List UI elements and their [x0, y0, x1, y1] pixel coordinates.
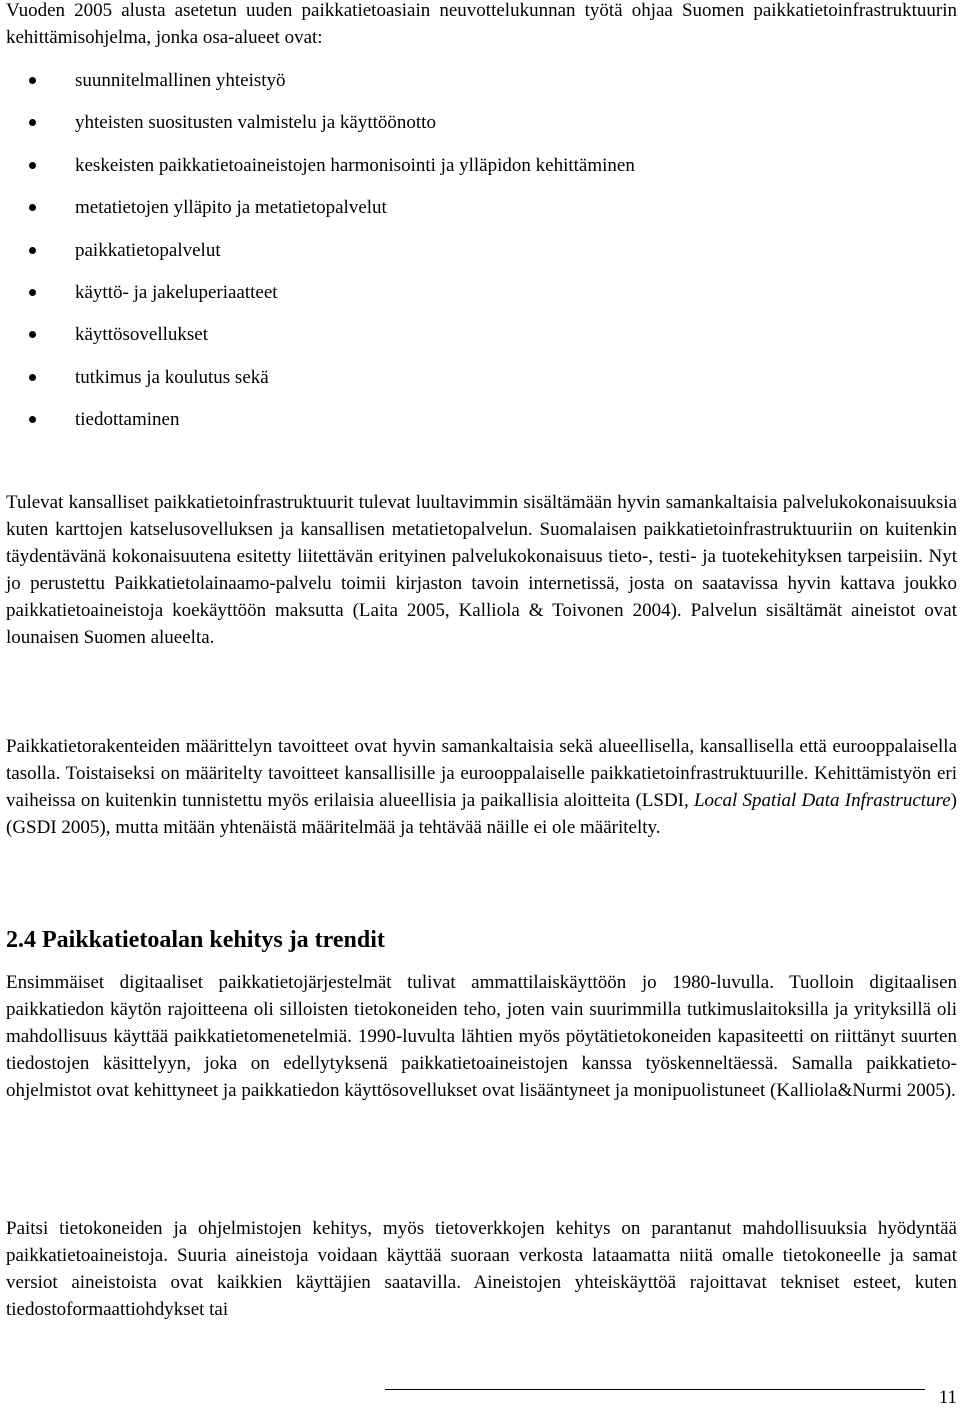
list-item: tiedottaminen: [6, 399, 635, 441]
italic-term: Local Spatial Data Infrastructure: [693, 790, 951, 811]
section-heading: 2.4 Paikkatietoalan kehitys ja trendit: [6, 927, 385, 953]
bullet-icon: [29, 416, 36, 423]
page-number: 11: [938, 1387, 957, 1408]
bullet-icon: [29, 247, 36, 254]
bullet-icon: [29, 119, 36, 126]
list-item: keskeisten paikkatietoaineistojen harmonisointi ja ylläpidon kehittäminen: [6, 145, 635, 187]
list-item: yhteisten suositusten valmistelu ja käyttöönotto: [6, 102, 635, 144]
bullet-icon: [29, 289, 36, 296]
bullet-icon: [29, 204, 36, 211]
footer-divider: [385, 1389, 925, 1390]
bullet-icon: [29, 162, 36, 169]
paragraph-definitions: Paikkatietorakenteiden määrittelyn tavoitteet ovat hyvin samankaltaisia sekä alueellisella, kansallisella että eurooppalaisella tasolla. Toistaiseksi on määritelty tavoitteet kansallisille ja eurooppalaiselle paikkatietoinfrastruktuurille. Kehittämistyön eri vaiheissa on kuitenkin tunnistettu myös erilaisia alueellisia ja paikallisia aloitteita (LSDI, Local Spatial Data Infrastructure) (GSDI 2005), mutta mitään yhtenäistä määritelmää ja tehtävää näille ei ole määritelty.: [6, 736, 957, 838]
list-item: metatietojen ylläpito ja metatietopalvelut: [6, 187, 635, 229]
list-item: suunnitelmallinen yhteistyö: [6, 60, 635, 102]
bullet-icon: [29, 374, 36, 381]
paragraph-networks: Paitsi tietokoneiden ja ohjelmistojen kehitys, myös tietoverkkojen kehitys on parantanut mahdollisuuksia hyödyntää paikkatietoaineistoja. Suuria aineistoja voidaan käyttää suoraan verkosta lataamatta niitä omalle tietokoneelle ja samat versiot aineistoista ovat kaikkien käyttäjien saatavilla. Aineistojen yhteiskäyttöä rajoittavat tekniset esteet, kuten tiedostoformaattiohdykset tai: [6, 1218, 957, 1320]
intro-paragraph: Vuoden 2005 alusta asetetun uuden paikkatietoasiain neuvottelukunnan työtä ohjaa Suomen paikkatietoinfrastruktuurin kehittämisohjelma, jonka osa-alueet ovat:: [6, 0, 957, 48]
bullet-icon: [29, 77, 36, 84]
list-item: tutkimus ja koulutus sekä: [6, 357, 635, 399]
bullet-list: [6, 60, 635, 442]
list-item: käyttösovellukset: [6, 314, 635, 356]
bullet-icon: [29, 331, 36, 338]
paragraph-infrastructures: Tulevat kansalliset paikkatietoinfrastruktuurit tulevat luultavimmin sisältämään hyvin samankaltaisia palvelukokonaisuuksia kuten karttojen katselusovelluksen ja kansallisen metatietopalvelun. Suomalaisen paikkatietoinfrastruktuuriin on kuitenkin täydentävänä kokonaisuutena esitetty liitettävän erityinen palvelukokonaisuus tieto-, testi- ja tuotekehityksen tarpeisiin. Nyt jo perustettu Paikkatietolainaamo-palvelu toimii kirjaston tavoin internetissä, josta on saatavissa hyvin kattava joukko paikkatietoaineistoja koekäyttöön maksutta (Laita 2005, Kalliola & Toivonen 2004). Palvelun sisältämät aineistot ovat lounaisen Suomen alueelta.: [6, 492, 957, 648]
list-item: käyttö- ja jakeluperiaatteet: [6, 272, 635, 314]
list-item: paikkatietopalvelut: [6, 230, 635, 272]
paragraph-history: Ensimmäiset digitaaliset paikkatietojärjestelmät tulivat ammattilaiskäyttöön jo 1980-luvulla. Tuolloin digitaalisen paikkatiedon käytön rajoitteena oli silloisten tietokoneiden teho, joten vain suurimmilla tutkimuslaitoksilla ja yrityksillä oli mahdollisuus käyttää paikkatietomenetelmiä. 1990-luvulta lähtien myös pöytätietokoneiden kapasiteetti on riittänyt suurten tiedostojen käsittelyyn, joka on edellytyksenä paikkatietoaineistojen kanssa työskenneltäessä. Samalla paikkatieto-ohjelmistot ovat kehittyneet ja paikkatiedon käyttösovellukset ovat lisääntyneet ja monipuolistuneet (Kalliola&Nurmi 2005).: [6, 972, 957, 1101]
